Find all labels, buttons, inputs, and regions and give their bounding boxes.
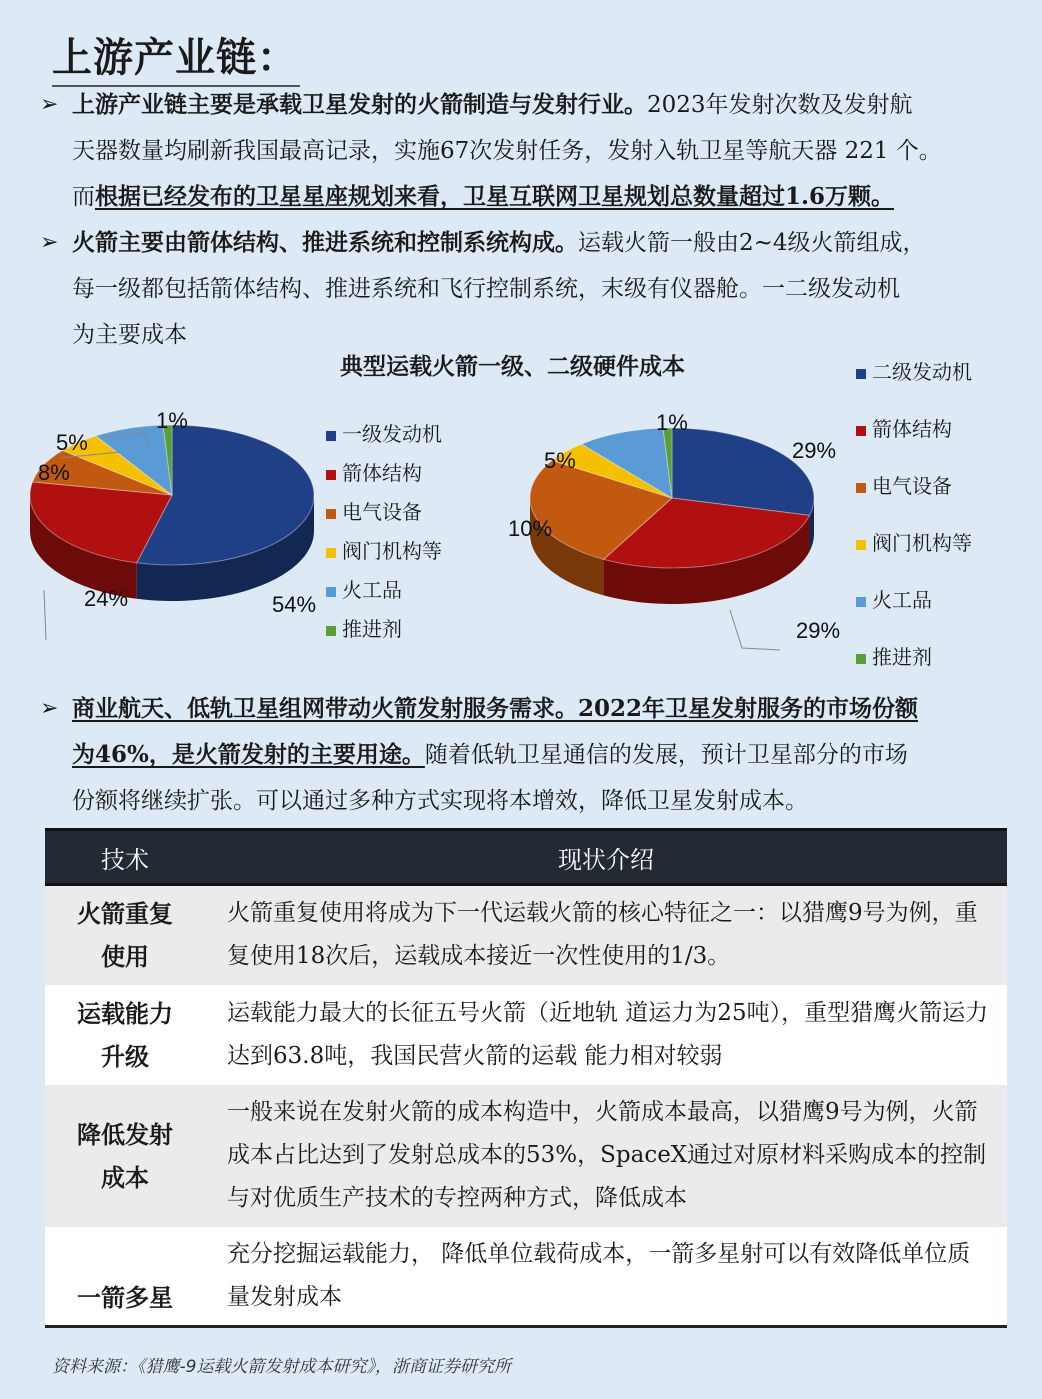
bullet-text-segment: 而 [72,184,95,210]
table-row [45,885,1007,985]
legend-item [326,613,402,642]
pie-charts [0,340,1042,680]
bullet-text-segment: 为主要成本 [72,322,187,348]
legend-label: 电气设备 [342,500,422,524]
legend-swatch [326,431,336,441]
legend-swatch [856,597,866,607]
table-row [45,1227,1007,1327]
legend-item [856,413,952,442]
pie-1-value-label: 54% [272,592,317,617]
page-title: 上游产业链： [52,26,300,87]
leader-line [44,590,46,640]
table-cell-desc: 运载能力最大的长征五号火箭（近地轨 道运力为25吨），重型猎鹰火箭运力达到63.8吨，我国民营火箭的运载 能力相对较弱 [205,985,1007,1085]
table-cell-tech-line: 成本 [101,1162,149,1192]
table-cell-tech-line: 一箭多星 [77,1282,173,1312]
legend-label: 火工品 [342,578,402,602]
bullet-text-segment: 商业航天、低轨卫星组网带动火箭发射服务需求。2022年卫星发射服务的市场份额 [72,695,919,722]
pie-2-value-label: 29% [796,618,841,643]
legend-label: 箭体结构 [342,461,422,485]
pie-2-value-label: 1% [656,410,688,435]
bullet-line [72,174,1020,220]
legend-swatch [326,587,336,597]
pie-1-value-label: 24% [84,586,129,611]
legend-swatch [856,540,866,550]
table-cell-tech-line [46,1233,204,1276]
leader-line [730,610,780,650]
bullet-text-segment: 份额将继续扩张。可以通过多种方式实现将本增效，降低卫星发射成本。 [72,788,808,814]
legend-swatch [856,426,866,436]
legend-item [326,574,402,603]
legend-swatch [326,548,336,558]
pie-2-value-label: 29% [792,438,837,463]
legend-swatch [326,470,336,480]
table-cell-tech [45,985,205,1085]
bullet-line [72,82,1020,128]
bullet-line [72,128,1020,174]
bullet-text-segment: 根据已经发布的卫星星座规划来看，卫星互联网卫星规划总数量超过1.6万颗。 [95,183,895,210]
legend-item [326,418,442,447]
legend-label: 电气设备 [872,474,952,498]
table-header-desc: 现状介绍 [205,830,1007,885]
pie-1-value-label: 8% [38,460,70,485]
bullet-text-segment: 火箭主要由箭体结构、推进系统和控制系统构成。 [72,229,578,256]
bullet-line [72,778,1020,824]
bullet-1 [40,82,1020,220]
bullet-text-segment: 上游产业链主要是承载卫星发射的火箭制造与发射行业。 [72,91,647,118]
legend-swatch [856,654,866,664]
table-row [45,1085,1007,1227]
table-cell-tech-line: 运载能力 [77,998,173,1028]
pie-2-value-label: 10% [508,516,553,541]
table-cell-tech-line: 火箭重复 [77,899,173,929]
legend-swatch [856,483,866,493]
table-cell-desc: 一般来说在发射火箭的成本构造中，火箭成本最高，以猎鹰9号为例，火箭成本占比达到了发射总成本的53%，SpaceX通过对原材料采购成本的控制与对优质生产技术的专控两种方式，降低成本 [205,1085,1007,1227]
bullet-line [72,266,1020,312]
table-cell-tech-line: 使用 [101,942,149,972]
legend-label: 二级发动机 [872,360,972,384]
bullet-arrow-icon: ➢ [40,696,59,721]
bullet-text-segment: 为46%，是火箭发射的主要用途。 [72,741,425,768]
source-note: 资料来源：《猎鹰-9运载火箭发射成本研究》，浙商证券研究所 [52,1357,511,1377]
legend-item [326,535,442,564]
table-cell-tech [45,885,205,985]
legend-item [856,470,952,499]
table-cell-tech-line: 降低发射 [77,1119,173,1149]
table-header-tech: 技术 [45,830,205,885]
legend-swatch [326,626,336,636]
charts-area [0,340,1042,680]
bullet-line [72,686,1020,732]
table-row [45,985,1007,1085]
chart-title: 典型运载火箭一级、二级硬件成本 [340,353,685,380]
table-cell-tech [45,1085,205,1227]
table-cell-desc: 火箭重复使用将成为下一代运载火箭的核心特征之一：以猎鹰9号为例，重复使用18次后，运载成本接近一次性使用的1/3。 [205,885,1007,985]
legend-swatch [856,369,866,379]
legend-item [326,496,422,525]
pie-1-value-label: 1% [156,408,188,433]
tech-table [45,828,1007,1328]
pie-2-value-label: 5% [544,448,576,473]
table-cell-tech [45,1227,205,1327]
legend-item [856,641,932,670]
legend-item [856,584,932,613]
bullet-arrow-icon: ➢ [40,230,59,255]
table-cell-tech-line: 升级 [101,1041,149,1071]
legend-label: 箭体结构 [872,417,952,441]
legend-item [856,356,972,385]
bullet-text-segment: 天器数量均刷新我国最高记录，实施67次发射任务，发射入轨卫星等航天器 221 个。 [72,138,942,164]
bullet-line [72,220,1020,266]
legend-label: 阀门机构等 [872,531,972,555]
legend-label: 阀门机构等 [342,539,442,563]
legend-item [856,527,972,556]
bullet-text-segment: 每一级都包括箭体结构、推进系统和飞行控制系统，末级有仪器舱。一二级发动机 [72,276,900,302]
bullet-text-segment: 2023年发射次数及发射航 [647,92,913,118]
bullet-2 [40,220,1020,358]
bullet-line [72,732,1020,778]
bullet-text-segment: 运载火箭一般由2~4级火箭组成， [578,230,926,256]
legend-item [326,457,422,486]
table-cell-desc: 充分挖掘运载能力， 降低单位载荷成本，一箭多星射可以有效降低单位质量发射成本 [205,1227,1007,1327]
bullet-text-segment: 随着低轨卫星通信的发展，预计卫星部分的市场 [424,742,908,768]
legend-label: 一级发动机 [342,422,442,446]
legend-label: 推进剂 [872,645,932,669]
legend-label: 推进剂 [342,617,402,641]
bullet-3 [40,686,1020,824]
legend-label: 火工品 [872,588,932,612]
bullet-arrow-icon: ➢ [40,92,59,117]
legend-swatch [326,509,336,519]
pie-1-value-label: 5% [56,430,88,455]
